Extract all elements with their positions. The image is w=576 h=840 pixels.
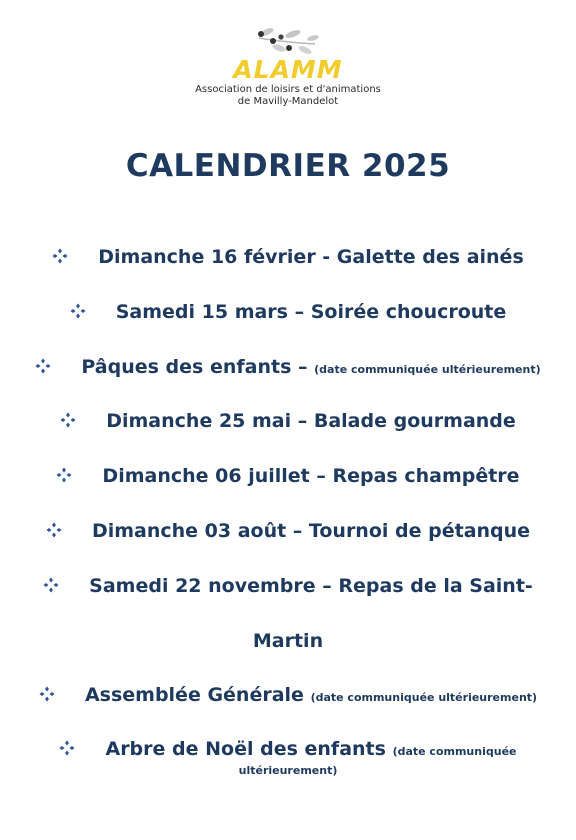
event-item	[0, 301, 576, 323]
diamond-bullet-icon	[39, 686, 55, 702]
diamond-bullet-icon	[43, 577, 59, 593]
page-title: CALENDRIER 2025	[125, 148, 451, 184]
event-item	[0, 356, 576, 378]
event-label: Dimanche 06 juillet – Repas champêtre	[102, 465, 520, 487]
event-label: Dimanche 25 mai – Balade gourmande	[106, 410, 516, 432]
event-item	[0, 575, 576, 597]
event-note: (date communiquée	[392, 745, 517, 758]
event-note: (date communiquée ultérieurement)	[310, 691, 538, 704]
event-label: Samedi 15 mars – Soirée choucroute	[115, 301, 507, 323]
event-item	[0, 465, 576, 487]
diamond-bullet-icon	[56, 467, 72, 483]
event-item	[0, 246, 576, 268]
diamond-bullet-icon	[70, 303, 86, 319]
event-label: Samedi 22 novembre – Repas de la Saint-	[89, 575, 533, 597]
logo-text: ALAMM	[233, 55, 343, 84]
event-note-continuation-text: ultérieurement)	[238, 764, 338, 777]
event-item	[0, 520, 576, 542]
event-item-continuation	[0, 630, 576, 652]
event-label: Dimanche 16 février - Galette des ainés	[98, 246, 524, 268]
event-label: Arbre de Noël des enfants	[105, 738, 386, 760]
association-name-line2: de Mavilly-Mandelot	[237, 96, 339, 107]
diamond-bullet-icon	[46, 522, 62, 538]
event-note-continuation	[0, 764, 576, 777]
event-item	[0, 410, 576, 432]
diamond-bullet-icon	[52, 248, 68, 264]
event-label-continuation: Martin	[252, 630, 324, 652]
event-item	[0, 738, 576, 760]
event-item	[0, 684, 576, 706]
event-label: Dimanche 03 août – Tournoi de pétanque	[91, 520, 531, 542]
logo	[0, 24, 576, 108]
event-note: (date communiquée ultérieurement)	[314, 363, 541, 376]
diamond-bullet-icon	[35, 358, 51, 374]
association-name-line1: Association de loisirs et d'animations	[195, 84, 381, 95]
diamond-bullet-icon	[59, 740, 75, 756]
event-label: Pâques des enfants –	[81, 356, 308, 378]
event-label: Assemblée Générale	[84, 684, 304, 706]
diamond-bullet-icon	[60, 412, 76, 428]
